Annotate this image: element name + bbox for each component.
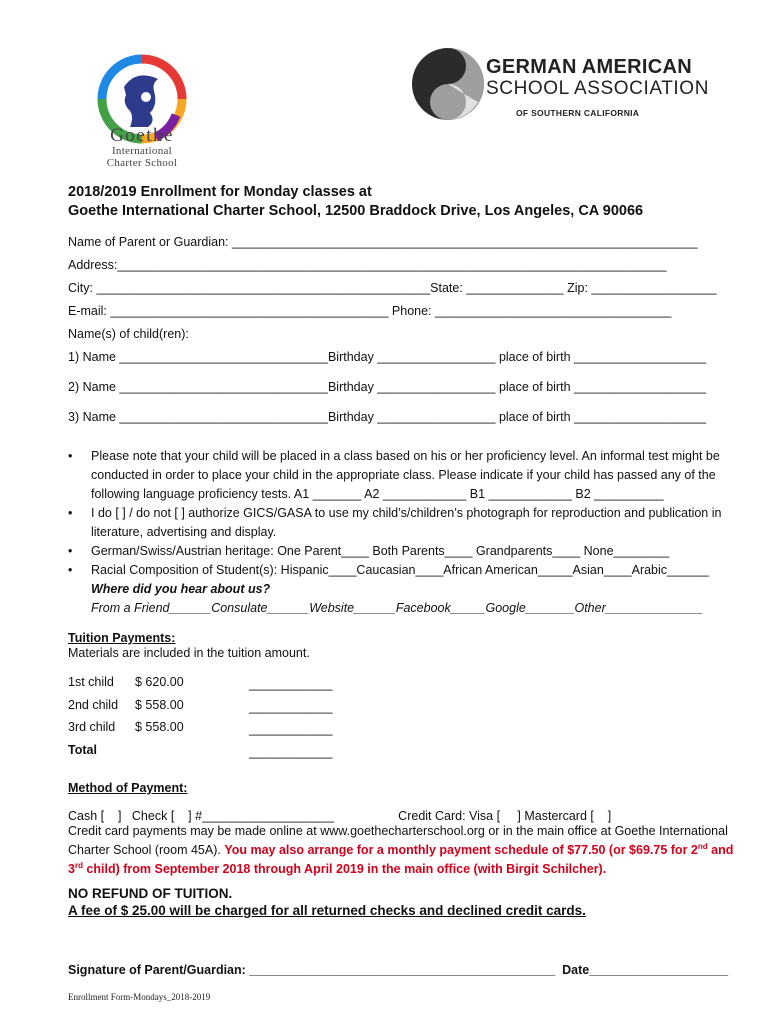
tuition-heading: Tuition Payments: <box>68 631 176 645</box>
row-amount: $ 620.00 <box>135 675 184 689</box>
city-state-zip-field[interactable]: City: ________________________________________________State: ______________ Zip: __________________ <box>68 281 717 295</box>
title-line2: Goethe International Charter School, 12500 Braddock Drive, Los Angeles, CA 90066 <box>68 203 644 219</box>
payment-heading: Method of Payment: <box>68 781 188 795</box>
heritage-text: German/Swiss/Austrian heritage: One Parent____ Both Parents____ Grandparents____ None________ <box>91 544 670 558</box>
no-refund-text: NO REFUND OF TUITION. <box>68 886 233 901</box>
gasa-logo-text <box>486 56 709 118</box>
row-blank[interactable]: ____________ <box>249 677 333 691</box>
row-label: 1st child <box>68 675 114 689</box>
parent-name-field[interactable]: Name of Parent or Guardian: ___________________________________________________________________ <box>68 235 698 249</box>
where-heard-label: Where did you hear about us? <box>91 582 271 596</box>
gasa-line3: OF SOUTHERN CALIFORNIA <box>516 108 640 118</box>
gasa-line1: GERMAN AMERICAN <box>486 56 692 78</box>
cash-check-option[interactable]: Cash [ ] Check [ ] #___________________ <box>68 809 335 823</box>
goethe-line2: International <box>111 145 173 157</box>
credit-card-option[interactable]: Credit Card: Visa [ ] Mastercard [ ] <box>398 809 612 823</box>
email-phone-field[interactable]: E-mail: ________________________________________ Phone: __________________________________ <box>68 304 672 318</box>
total-blank[interactable]: ____________ <box>249 745 333 759</box>
proficiency-note: • Please note that your child will be placed in a class based on his or her proficiency level. An informal test might be conducted in order to place your child in the appropriate class. Please indicate if your child has passed any of the following language proficiency tests. A1 _______ A2 ____________ B1 ____________ B2 __________ <box>68 449 720 501</box>
total-label: Total <box>68 743 97 757</box>
online-payment-text: Credit card payments may be made online at www.goethecharterschool.org or in the main office at Goethe International Charter School (room 45A). <box>68 824 728 858</box>
total-row <box>68 743 97 757</box>
photo-consent-text: I do [ ] / do not [ ] authorize GICS/GASA to use my child’s/children’s photograph for reproduction and publication in literature, advertising and display. <box>91 506 722 539</box>
children-label: Name(s) of child(ren): <box>68 327 189 341</box>
bullet-list <box>68 447 728 618</box>
goethe-name: Goethe <box>110 125 174 146</box>
gasa-logo <box>408 44 488 124</box>
gasa-line2: SCHOOL ASSOCIATION <box>486 78 710 99</box>
tuition-row <box>68 720 115 734</box>
payment-info <box>68 824 748 877</box>
row-amount: $ 558.00 <box>135 698 184 712</box>
payment-options[interactable] <box>68 809 748 824</box>
signature-row[interactable] <box>68 963 728 977</box>
tuition-row <box>68 675 114 689</box>
form-title <box>68 183 643 221</box>
row-blank[interactable]: ____________ <box>249 700 333 714</box>
child2-field[interactable]: 2) Name ______________________________Birthday _________________ place of birth ___________________ <box>68 380 707 394</box>
row-amount: $ 558.00 <box>135 720 184 734</box>
tuition-note: Materials are included in the tuition amount. <box>68 646 310 660</box>
signature-label: Signature of Parent/Guardian: <box>68 963 246 977</box>
photo-consent[interactable]: • I do [ ] / do not [ ] authorize GICS/GASA to use my child’s/children’s photograph for reproduction and publication in literature, advertising and display. <box>68 506 722 539</box>
row-label: 3rd child <box>68 720 116 734</box>
racial-composition-row[interactable]: • Racial Composition of Student(s): Hispanic____Caucasian____African American_____Asian____Arabic______ <box>68 563 709 577</box>
address-field[interactable]: Address:_______________________________________________________________________________ <box>68 258 667 272</box>
goethe-line3: Charter School <box>106 157 178 169</box>
goethe-logo-text <box>80 126 204 169</box>
row-label: 2nd child <box>68 698 119 712</box>
date-field[interactable]: Date____________________ <box>555 963 729 977</box>
racial-composition-text: Racial Composition of Student(s): Hispanic____Caucasian____African American_____Asian____Arabic______ <box>91 563 709 577</box>
payment-section <box>68 809 748 877</box>
tuition-row <box>68 698 118 712</box>
child3-field[interactable]: 3) Name ______________________________Birthday _________________ place of birth ___________________ <box>68 410 707 424</box>
monthly-schedule-text: You may also arrange for a monthly payment schedule of $77.50 (or $69.75 for 2nd and 3rd child) from September 2018 through April 2019 in the main office (with Birgit Schilcher). <box>68 842 734 877</box>
fee-notice: A fee of $ 25.00 will be charged for all returned checks and declined credit cards. <box>68 903 586 918</box>
row-blank[interactable]: ____________ <box>249 722 333 736</box>
heritage-row[interactable]: • German/Swiss/Austrian heritage: One Parent____ Both Parents____ Grandparents____ None________ <box>68 544 670 558</box>
proficiency-text: Please note that your child will be placed in a class based on his or her proficiency level. An informal test might be conducted in order to place your child in the appropriate class. Please indicate if your child has passed any of the following language proficiency tests. A1 _______ A2 ____________ B1 ____________ B2 __________ <box>91 449 720 501</box>
footer: Enrollment Form-Mondays_2018-2019 <box>68 992 211 1002</box>
child1-field[interactable]: 1) Name ______________________________Birthday _________________ place of birth ___________________ <box>68 350 707 364</box>
signature-line[interactable]: ____________________________________________ <box>245 963 556 977</box>
title-line1: 2018/2019 Enrollment for Monday classes at <box>68 184 372 200</box>
where-heard-options[interactable]: From a Friend______Consulate______Website______Facebook_____Google_______Other______________ <box>91 601 704 615</box>
